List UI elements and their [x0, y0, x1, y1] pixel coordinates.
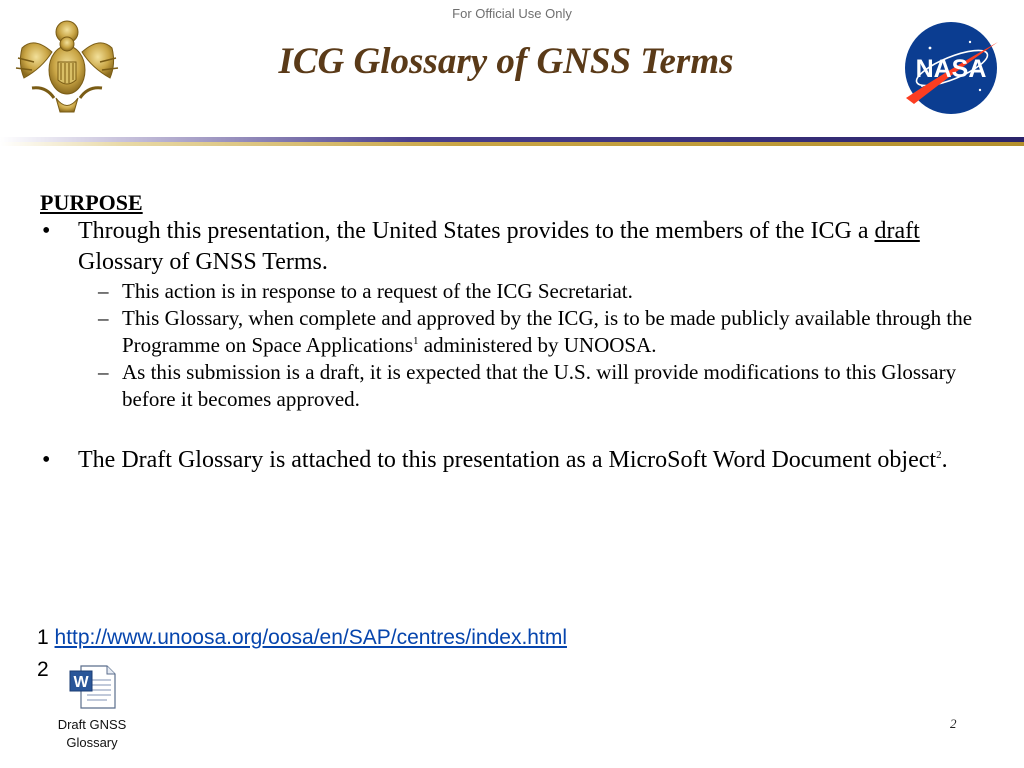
sub-item-2: – This Glossary, when complete and approved by the ICG, is to be made publicly available through the Programme on Space Applications$^1$ administered by UNOOSA.: [98, 306, 973, 357]
unoosa-link[interactable]: http://www.unoosa.org/oosa/en/SAP/centres/index.html: [54, 626, 567, 649]
classification-label: For Official Use Only: [452, 6, 572, 21]
attachment-label[interactable]: Draft GNSS Glossary: [57, 717, 127, 750]
sub-item-3: – As this submission is a draft, it is expected that the U.S. will provide modifications to this Glossary before it becomes approved.: [98, 360, 957, 411]
bullet-marker: •: [42, 447, 51, 473]
page-number: 2: [950, 716, 957, 731]
slide-body: [40, 190, 980, 476]
footnote-ref-1: 1: [413, 335, 419, 347]
sub-item-1: – This action is in response to a request of the ICG Secretariat.: [98, 279, 633, 303]
bullet-item-2: • The Draft Glossary is attached to this presentation as a MicroSoft Word Document object$^2$.: [40, 445, 980, 476]
purpose-heading: PURPOSE: [40, 190, 143, 215]
bullet-item-1: • Through this presentation, the United States provides to the members of the ICG a draft Glossary of GNSS Terms.: [42, 218, 920, 275]
word-document-icon[interactable]: [69, 664, 117, 710]
footnote-2: 2: [37, 658, 49, 681]
footnote-ref-2: 2: [936, 449, 942, 461]
bullet-marker: •: [42, 218, 51, 244]
page-title: ICG Glossary of GNSS Terms: [278, 41, 734, 82]
svg-text:W: W: [73, 674, 89, 691]
svg-text:NASA: NASA: [915, 55, 987, 83]
footnote-1: 1 http://www.unoosa.org/oosa/en/SAP/centres/index.html: [37, 626, 567, 649]
draft-underlined: draft: [874, 218, 920, 244]
nasa-logo-icon: [900, 20, 1002, 116]
header-rule-gold: [0, 142, 1024, 146]
